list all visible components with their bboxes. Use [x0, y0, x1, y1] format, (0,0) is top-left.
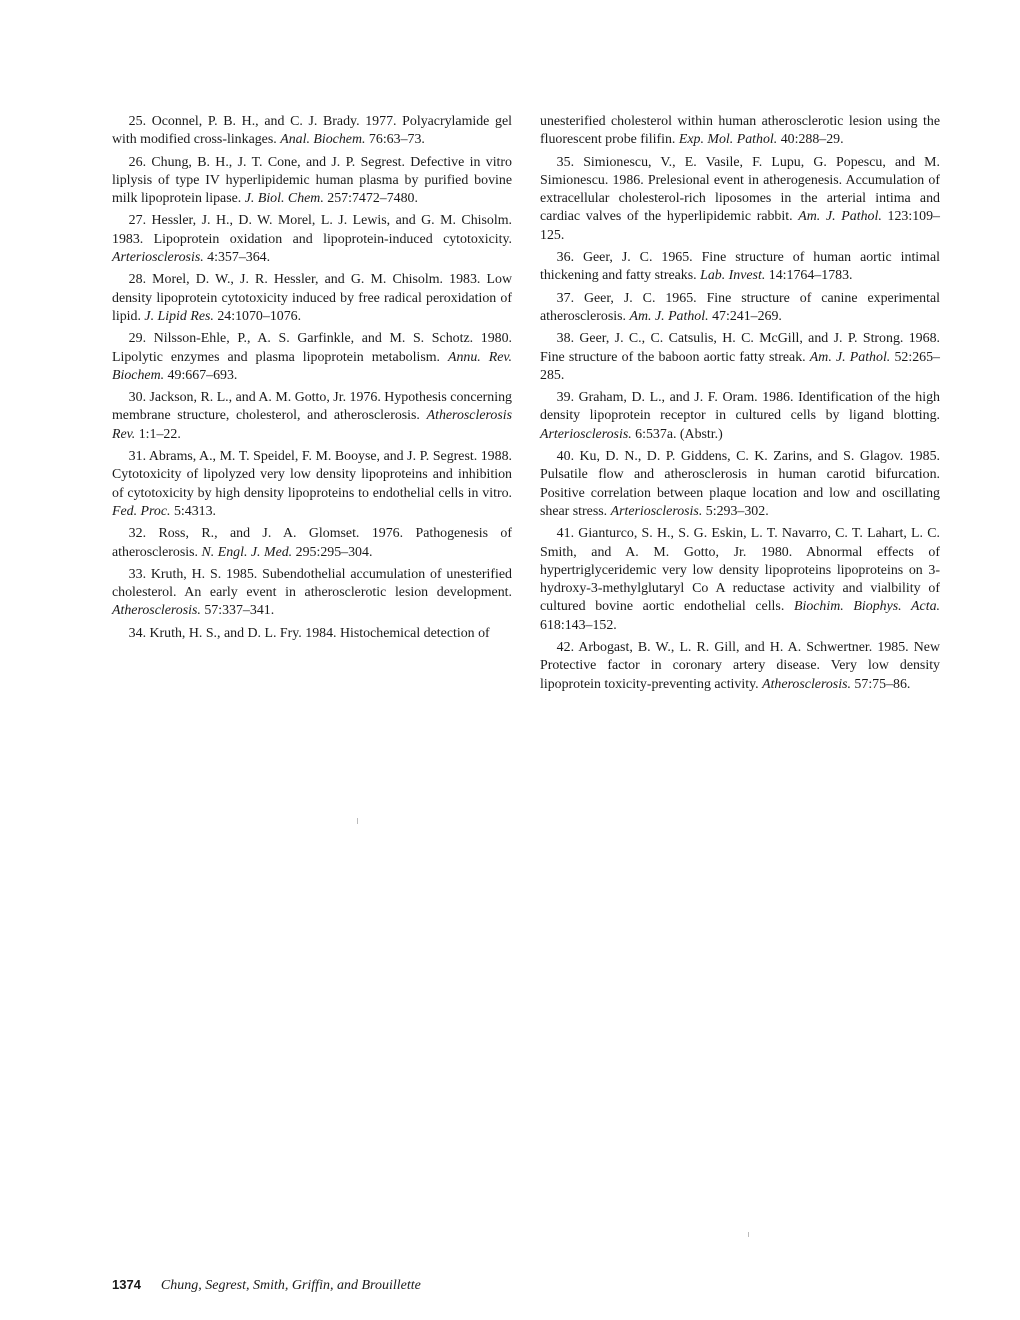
reference-volume-pages: 40:288–29.	[777, 132, 844, 148]
reference-volume-pages: 57:75–86.	[850, 676, 911, 692]
reference-journal: Annu. Rev. Biochem.	[112, 349, 513, 383]
reference-volume-pages: 257:7472–7480.	[323, 191, 418, 207]
reference-entry	[540, 154, 940, 245]
reference-text: 27. Hessler, J. H., D. W. Morel, L. J. Lewis, and G. M. Chisolm. 1983. Lipoprotein oxidation and lipoprotein-induced cytotoxicity.	[112, 213, 512, 247]
reference-volume-pages: 24:1070–1076.	[213, 308, 302, 324]
reference-entry	[540, 525, 940, 635]
reference-volume-pages: 5:4313.	[170, 503, 217, 519]
reference-volume-pages: 49:667–693.	[164, 367, 238, 383]
reference-text: 25. Oconnel, P. B. H., and C. J. Brady. 1977. Polyacrylamide gel with modified cross-linkages.	[112, 114, 512, 148]
reference-volume-pages: 76:63–73.	[365, 132, 425, 148]
reference-volume-pages: 57:337–341.	[200, 603, 275, 619]
reference-text: 41. Gianturco, S. H., S. G. Eskin, L. T. Navarro, C. T. Lahart, L. C. Smith, and A. M. Gotto, Jr. 1980. Abnormal effects of hypertriglyceridemic very low density lipoproteins lipoproteins on 3-hydroxy-3-methylglutaryl Co A reductase activity and vialbility of cultured bovine aortic endothelial cells.	[540, 526, 940, 615]
reference-entry	[540, 330, 940, 385]
reference-text: 26. Chung, B. H., J. T. Cone, and J. P. Segrest. Defective in vitro liplysis of type IV hyperlipidemic human plasma by purified bovine milk lipoprotein lipase.	[112, 154, 512, 207]
reference-journal: Exp. Mol. Pathol.	[678, 132, 778, 148]
reference-entry	[540, 249, 940, 286]
reference-text: 40. Ku, D. N., D. P. Giddens, C. K. Zarins, and S. Glagov. 1985. Pulsatile flow and atherosclerosis in human carotid bifurcation. Positive correlation between plaque location and low and oscillating shear stress.	[540, 449, 940, 519]
reference-journal: Am. J. Pathol.	[798, 209, 882, 225]
running-authors: Chung, Segrest, Smith, Griffin, and Brouillette	[160, 1278, 421, 1293]
reference-text: 35. Simionescu, V., E. Vasile, F. Lupu, G. Popescu, and M. Simionescu. 1986. Prelesional event in atherogenesis. Accumulation of extracellular cholesterol-rich liposomes in the arterial intima and cardiac valves of the hyperlipidemic rabbit.	[540, 154, 940, 225]
reference-entry	[112, 566, 512, 621]
reference-text: 39. Graham, D. L., and J. F. Oram. 1986. Identification of the high density lipoprotein receptor in cultured cells by ligand blotting.	[540, 390, 940, 424]
reference-text: 32. Ross, R., and J. A. Glomset. 1976. Pathogenesis of atherosclerosis.	[112, 526, 512, 560]
reference-volume-pages: 14:1764–1783.	[765, 268, 853, 284]
reference-journal: Am. J. Pathol.	[809, 349, 891, 365]
reference-entry	[112, 113, 512, 150]
reference-journal: Arteriosclerosis.	[112, 250, 204, 266]
reference-text: 30. Jackson, R. L., and A. M. Gotto, Jr. 1976. Hypothesis concerning membrane structure, cholesterol, and atherosclerosis.	[112, 390, 512, 424]
reference-entry	[540, 290, 940, 327]
reference-entry	[540, 448, 940, 521]
reference-text: unesterified cholesterol within human atherosclerotic lesion using the fluorescent probe filifin.	[540, 114, 940, 148]
reference-column-right	[540, 113, 940, 698]
reference-entry	[112, 448, 512, 521]
reference-entry	[540, 639, 940, 694]
reference-entry	[112, 154, 512, 209]
reference-text: 28. Morel, D. W., J. R. Hessler, and G. M. Chisolm. 1983. Low density lipoprotein cytotoxicity induced by free radical peroxidation of lipid.	[112, 272, 512, 324]
reference-volume-pages: 618:143–152.	[540, 617, 617, 633]
reference-entry	[540, 389, 940, 444]
reference-journal: Atherosclerosis.	[762, 676, 851, 692]
scan-speck	[357, 818, 358, 824]
reference-text: 37. Geer, J. C. 1965. Fine structure of canine experimental atherosclerosis.	[540, 290, 940, 324]
reference-volume-pages: 47:241–269.	[708, 308, 782, 324]
reference-journal: Lab. Invest.	[700, 268, 766, 284]
scan-speck	[748, 1232, 749, 1237]
reference-volume-pages: 295:295–304.	[292, 544, 373, 560]
reference-volume-pages: 5:293–302.	[702, 503, 769, 519]
reference-volume-pages: 4:357–364.	[203, 250, 271, 266]
reference-entry	[112, 625, 512, 643]
reference-volume-pages: 1:1–22.	[135, 426, 181, 442]
reference-journal: Anal. Biochem.	[280, 132, 366, 148]
reference-entry	[112, 330, 512, 385]
reference-text: 34. Kruth, H. S., and D. L. Fry. 1984. Histochemical detection of	[128, 625, 490, 641]
page-footer	[112, 1277, 421, 1294]
page-number: 1374	[112, 1277, 141, 1292]
reference-text: 29. Nilsson-Ehle, P., A. S. Garfinkle, and M. S. Schotz. 1980. Lipolytic enzymes and plasma lipoprotein metabolism.	[112, 331, 512, 365]
reference-journal: J. Lipid Res.	[144, 308, 214, 324]
reference-text: 31. Abrams, A., M. T. Speidel, F. M. Booyse, and J. P. Segrest. 1988. Cytotoxicity of lipolyzed very low density lipoproteins and inhibition of cytotoxicity by high density lipoproteins to endothelial cells in vitro.	[112, 449, 512, 501]
reference-entry	[112, 525, 512, 562]
reference-journal: Atherosclerosis Rev.	[112, 408, 512, 442]
reference-text: 36. Geer, J. C. 1965. Fine structure of human aortic intimal thickening and fatty streaks.	[540, 250, 940, 284]
reference-journal: Am. J. Pathol.	[629, 308, 709, 324]
reference-entry	[540, 113, 940, 150]
reference-entry	[112, 271, 512, 326]
reference-text: 38. Geer, J. C., C. Catsulis, H. C. McGill, and J. P. Strong. 1968. Fine structure of the baboon aortic fatty streak.	[540, 331, 940, 365]
reference-journal: Biochim. Biophys. Acta.	[793, 599, 940, 615]
reference-journal: Atherosclerosis.	[112, 603, 201, 619]
reference-volume-pages: 52:265–285.	[540, 349, 940, 383]
reference-journal: Fed. Proc.	[112, 503, 171, 519]
reference-volume-pages: 6:537a. (Abstr.)	[631, 426, 723, 442]
reference-entry	[112, 212, 512, 267]
reference-journal: Arteriosclerosis.	[610, 503, 703, 519]
reference-text: 42. Arbogast, B. W., L. R. Gill, and H. A. Schwertner. 1985. New Protective factor in coronary artery disease. Very low density lipoprotein toxicity-preventing activity.	[540, 640, 940, 692]
reference-volume-pages: 123:109–125.	[540, 209, 941, 243]
reference-journal: N. Engl. J. Med.	[201, 544, 293, 560]
reference-column-left	[112, 113, 512, 647]
reference-text: 33. Kruth, H. S. 1985. Subendothelial accumulation of unesterified cholesterol. An early event in atherosclerotic lesion development.	[112, 566, 512, 601]
reference-journal: J. Biol. Chem.	[244, 191, 324, 207]
reference-entry	[112, 389, 512, 444]
reference-journal: Arteriosclerosis.	[540, 426, 632, 442]
